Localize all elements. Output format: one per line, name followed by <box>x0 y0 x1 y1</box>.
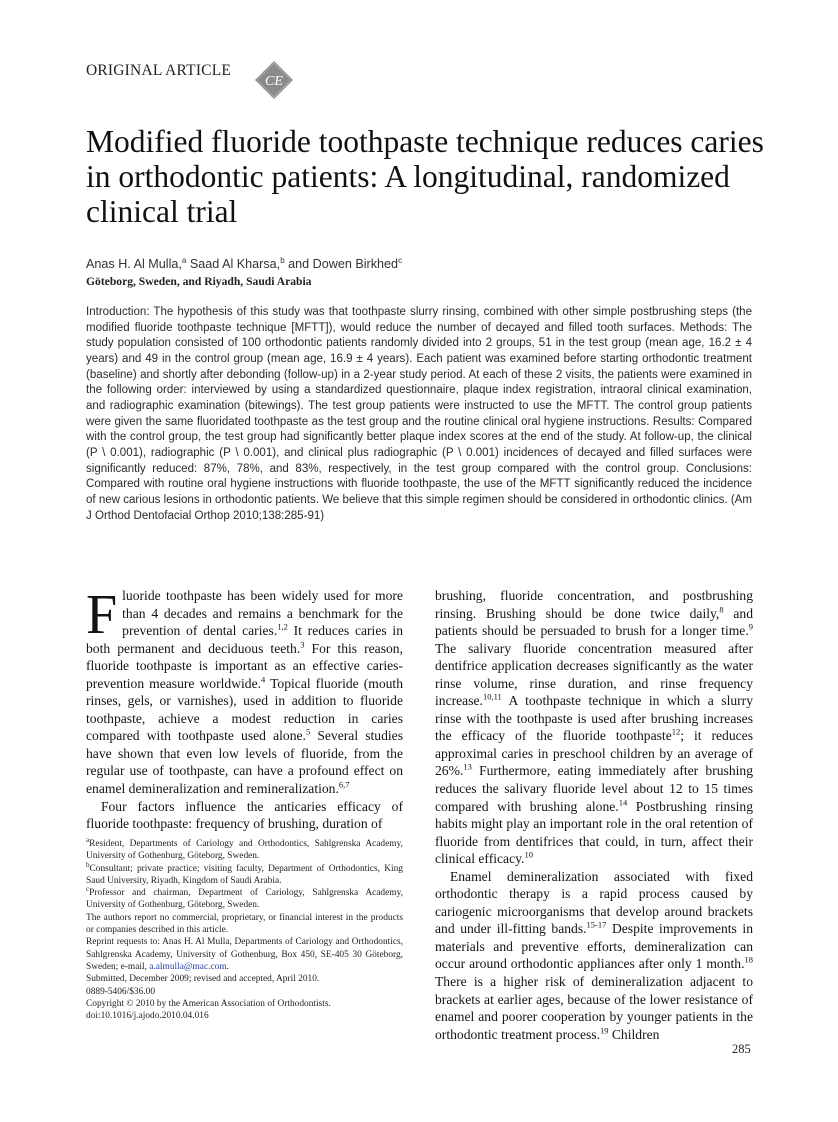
text-run: A toothpaste technique in which a slurry rinse with the toothpaste is used after brushing increases the efficacy of the fluoride toothpaste <box>435 693 753 744</box>
citation-ref: 8 <box>719 604 724 615</box>
citation-ref: 15-17 <box>586 919 607 930</box>
text-run: The salivary fluoride concentration measured after dentifrice application decreases significantly as the water rinse volume, rinse duration, and rinse frequency increase. <box>435 640 753 709</box>
author-affil-marker: c <box>398 256 403 265</box>
copyright: Copyright © 2010 by the American Association of Orthodontists. <box>86 998 331 1009</box>
body-column-right <box>435 587 753 1043</box>
body-paragraph: Four factors influence the anticaries efficacy of fluoride toothpaste: frequency of brushing, duration of <box>86 798 403 832</box>
citation-ref: 18 <box>744 954 753 965</box>
citation-ref: 5 <box>305 726 311 737</box>
body-column-left <box>86 584 404 833</box>
author-list <box>86 256 402 271</box>
citation-ref: 4 <box>261 674 266 685</box>
text-run: brushing, fluoride concentration, and postbrushing rinsing. Brushing should be done twice daily, <box>435 588 753 621</box>
author-affil-marker: a <box>181 256 187 265</box>
conflict-statement: The authors report no commercial, proprietary, or financial interest in the products or companies described in this article. <box>86 912 403 936</box>
citation-ref: 19 <box>599 1025 609 1036</box>
paragraph-text <box>86 584 404 797</box>
affiliation-line: Göteborg, Sweden, and Riyadh, Saudi Arabia <box>86 275 312 288</box>
citation-ref: 10,11 <box>482 691 502 702</box>
email-link[interactable]: a.almulla@mac.com <box>149 961 227 972</box>
author-name: and Dowen Birkhed <box>288 257 399 272</box>
section-label: ORIGINAL ARTICLE <box>86 62 232 79</box>
footnote-a: $^a$Resident, Departments of Cariology and Orthodontics, Sahlgrenska Academy, University of Gothenburg, Göteborg, Sweden. <box>86 835 403 862</box>
abstract: Introduction: The hypothesis of this study was that toothpaste slurry rinsing, combined with other simple postbrushing steps (the modified fluoride toothpaste technique [MFTT]), would reduce the number of decayed and filled tooth surfaces. Methods: The study population consisted of 100 orthodontic patients randomly divided into 2 groups, 51 in the test group (mean age, 16.2 ± 4 years) and 49 in the control group (mean age, 16.9 ± 4 years). Each patient was examined before starting orthodontic treatment (baseline) and shortly after debonding (follow-up) in a 2-year study period. At each of these 2 visits, the patients were examined in the following order: interviewed by using a standardized questionnaire, plaque index registration, intraoral clinical examination, and radiographic examination (bitewings). The test group patients were instructed to use the MFTT. The control group patients were given the same fluoridated toothpaste as the test group and the routine clinical oral hygiene instructions. Results: Compared with the control group, the test group had significantly better plaque index scores at the end of the study. At follow-up, the clinical (P \ 0.001), radiographic (P \ 0.001), and clinical plus radiographic (P \ 0.001) incidences of decayed and filled surfaces were significantly reduced: 87%, 78%, and 83%, respectively, in the test group compared with the control group. Conclusions: Compared with routine oral hygiene instructions with fluoride toothpaste, the use of the MFTT significantly reduced the incidence of new carious lesions in orthodontic patients. We believe that this simple regimen should be considered in orthodontic clinics. (Am J Orthod Dentofacial Orthop 2010;138:285-91) <box>86 306 753 522</box>
text-run: ; it reduces approximal caries in preschool children by an average of 26%. <box>435 728 754 779</box>
page-number: 285 <box>732 1042 751 1056</box>
text-run: Topical fluoride (mouth rinses, gels, or varnishes), used in addition to fluoride toothpaste, achieve a modest reduction in caries compared with toothpaste used alone. <box>86 675 403 744</box>
reprint-requests: Reprint requests to: Anas H. Al Mulla, Departments of Cariology and Orthodontics, Sahlgrenska Academy, University of Gothenburg, Box 450, SE-405 30 Göteborg, Sweden; e-mail, a.almulla@mac.com. <box>86 937 403 972</box>
text-run: Postbrushing rinsing habits might play an important role in the oral retention of fluoride from dentifrices that could, in turn, affect their clinical efficacy. <box>435 798 754 867</box>
citation-ref: 14 <box>618 797 628 808</box>
svg-text:CE: CE <box>265 74 283 89</box>
text-run: It reduces caries in both permanent and deciduous teeth. <box>86 623 403 656</box>
citation-ref: 1,2 <box>277 621 288 632</box>
footnote-b: $^b$Consultant; private practice; visiting faculty, Department of Orthodontics, King Saud University, Riyadh, Kingdom of Saudi Arabia. <box>86 860 403 886</box>
drop-cap: F <box>86 584 118 646</box>
text-run: luoride toothpaste has been widely used for more than 4 decades and remains a benchmark for the prevention of dental caries. <box>122 588 403 639</box>
citation-ref: 12 <box>671 726 681 737</box>
footnotes <box>86 835 403 1022</box>
body-paragraph <box>435 868 753 1043</box>
text-run: For this reason, fluoride toothpaste is important as an effective caries-prevention measure worldwide. <box>86 640 403 691</box>
doi: doi:10.1016/j.ajodo.2010.04.016 <box>86 1011 209 1022</box>
text-run: Furthermore, eating immediately after brushing reduces the salivary fluoride level about 12 to 15 times compared with brushing alone. <box>435 763 753 814</box>
ce-badge-icon <box>254 60 294 100</box>
submission-dates: Submitted, December 2009; revised and accepted, April 2010. <box>86 974 320 985</box>
author-name: Saad Al Kharsa, <box>189 257 281 272</box>
citation-ref: 9 <box>748 621 753 632</box>
article-title: Modified fluoride toothpaste technique reduces caries in orthodontic patients: A longitudinal, randomized clinical trial <box>86 124 764 229</box>
author-name: Anas H. Al Mulla, <box>86 257 182 272</box>
body-paragraph <box>86 584 404 798</box>
citation-ref: 6,7 <box>338 779 350 790</box>
author-affil-marker: b <box>280 256 285 265</box>
text-run: Despite improvements in materials and preventive efforts, demineralization can occur around orthodontic appliances after only 1 month. <box>435 921 753 972</box>
text-run: Several studies have shown that even low levels of fluoride, from the regular use of toothpaste, can have a profound effect on enamel demineralization and remineralization. <box>86 728 404 797</box>
text-run: There is a higher risk of demineralization adjacent to brackets at earlier ages, because of the lower resistance of enamel and poorer cooperation by younger patients in the orthodontic treatment process. <box>435 974 753 1042</box>
citation-ref: 13 <box>463 761 472 772</box>
citation-ref: 3 <box>300 639 305 650</box>
footnote-c: $^c$Professor and chairman, Department of Cariology, Sahlgrenska Academy, University of Gothenburg, Göteborg, Sweden. <box>86 885 403 911</box>
text-run: Children <box>608 1026 660 1042</box>
text-run: and patients should be persuaded to brush for a longer time. <box>435 605 754 639</box>
citation-ref: 10 <box>524 849 533 860</box>
body-paragraph <box>435 587 753 868</box>
text-run: Enamel demineralization associated with fixed orthodontic therapy is a rapid process caused by cariogenic microorganisms that develop around brackets and under ill-fitting bands. <box>435 868 753 937</box>
issn: 0889-5406/$36.00 <box>86 986 156 997</box>
